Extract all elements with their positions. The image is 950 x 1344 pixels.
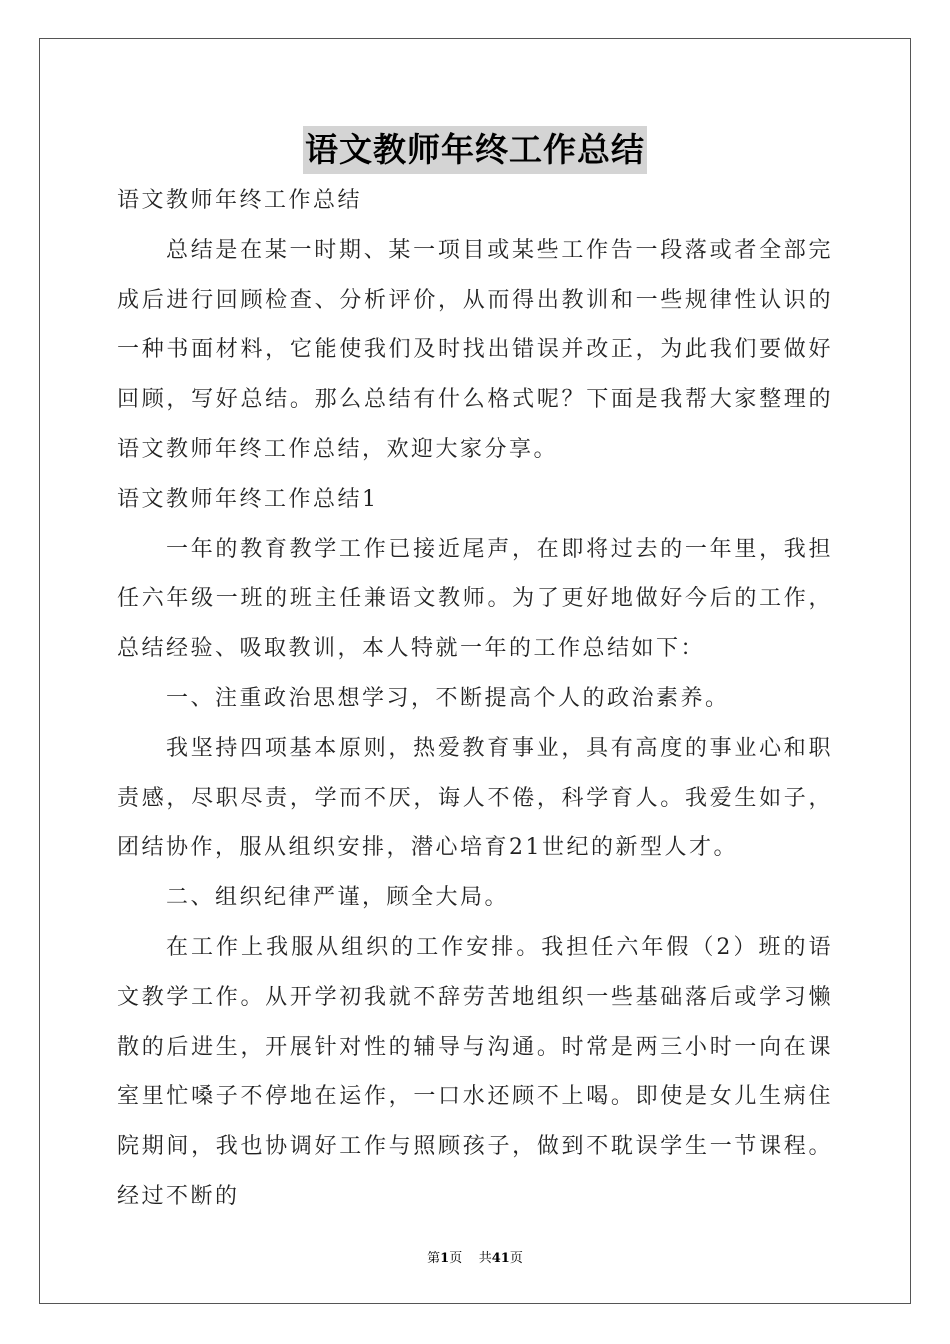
page-footer (0, 1247, 950, 1266)
paragraph: 我坚持四项基本原则，热爱教育事业，具有高度的事业心和职责感，尽职尽责，学而不厌，诲人不倦，科学育人。我爱生如子，团结协作，服从组织安排，潜心培育21世纪的新型人才。 (117, 735, 833, 861)
page-number: 1 (440, 1251, 450, 1266)
paragraph: 在工作上我服从组织的工作安排。我担任六年假（2）班的语文教学工作。从开学初我就不辞劳苦地组织一些基础落后或学习懒散的后进生，开展针对性的辅导与沟通。时常是两三小时一向在课室里忙嗓子不停地在运作，一口水还顾不上喝。即使是女儿生病住院期间，我也协调好工作与照顾孩子，做到不耽误学生一节课程。经过不断的 (117, 934, 833, 1209)
page-prefix: 第 (427, 1251, 441, 1266)
document-body (117, 176, 833, 1222)
title-container (0, 126, 950, 174)
total-prefix: 共 (478, 1251, 492, 1266)
paragraph: 一、注重政治思想学习，不断提高个人的政治素养。 (166, 685, 730, 711)
total-pages: 41 (491, 1251, 510, 1266)
paragraph: 语文教师年终工作总结1 (117, 486, 379, 512)
paragraph: 语文教师年终工作总结 (117, 188, 363, 213)
paragraph: 总结是在某一时期、某一项目或某些工作告一段落或者全部完成后进行回顾检查、分析评价，从而得出教训和一些规律性认识的一种书面材料，它能使我们及时找出错误并改正，为此我们要做好回顾，写好总结。那么总结有什么格式呢？下面是我帮大家整理的语文教师年终工作总结，欢迎大家分享。 (117, 237, 833, 462)
total-suffix: 页 (509, 1251, 523, 1266)
paragraph: 二、组织纪律严谨，顾全大局。 (166, 885, 510, 911)
page-suffix: 页 (449, 1251, 463, 1266)
document-title: 语文教师年终工作总结 (303, 126, 647, 174)
paragraph: 一年的教育教学工作已接近尾声，在即将过去的一年里，我担任六年级一班的班主任兼语文教师。为了更好地做好今后的工作，总结经验、吸取教训，本人特就一年的工作总结如下： (117, 536, 833, 662)
